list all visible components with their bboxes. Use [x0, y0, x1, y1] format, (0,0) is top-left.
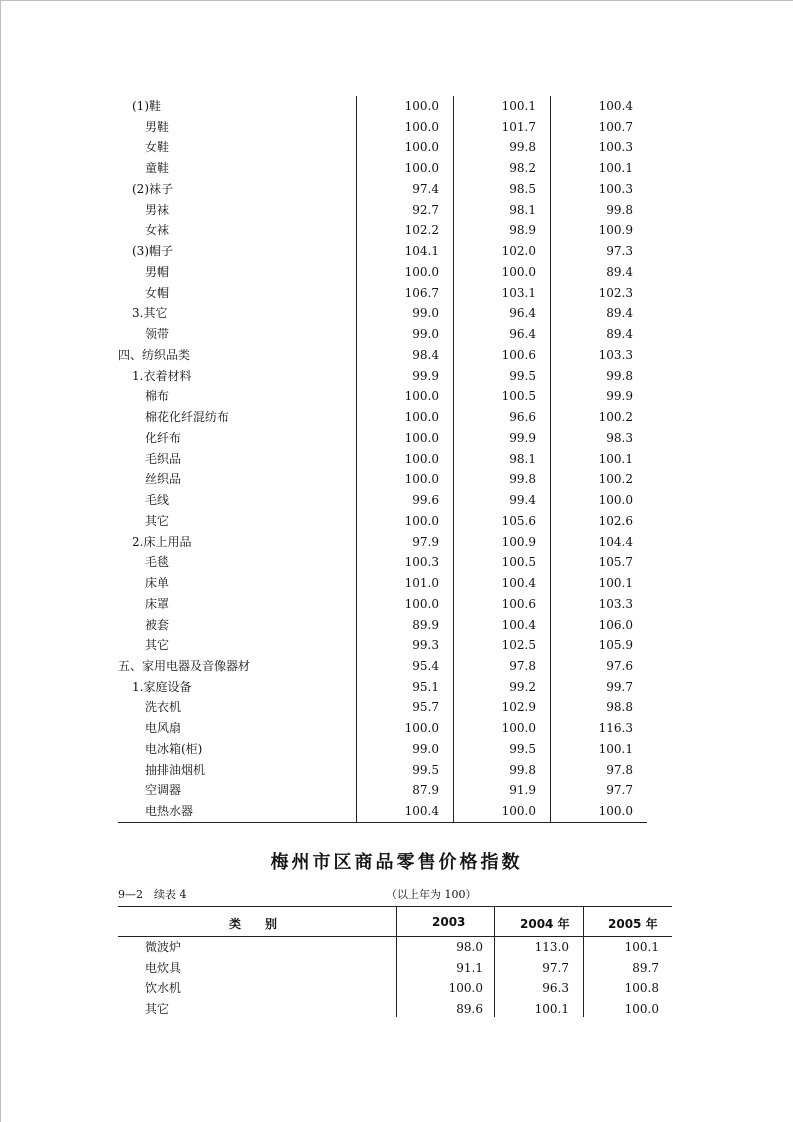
row-value-1: 91.1 [456, 960, 483, 975]
row-value-2: 96.3 [542, 981, 569, 995]
row-label: (1)鞋 [132, 99, 161, 113]
row-value-1: 95.1 [412, 679, 439, 694]
row-value-2: 100.4 [501, 617, 536, 632]
table-code: 9—2 续表 4 [118, 888, 187, 901]
table-row [0, 739, 793, 759]
row-label: 其它 [145, 1001, 170, 1016]
table-row [0, 978, 793, 998]
table-row [0, 324, 793, 344]
row-label: 男袜 [145, 202, 170, 217]
row-label: 毛线 [145, 493, 170, 508]
row-value-3: 100.1 [598, 741, 633, 756]
row-label: 1.家庭设备 [132, 679, 192, 694]
row-value-2: 100.5 [501, 555, 536, 570]
row-value-3: 89.4 [606, 327, 633, 342]
row-value-2: 98.1 [509, 451, 536, 466]
row-value-3: 116.3 [598, 721, 633, 736]
row-value-3: 104.4 [598, 534, 633, 549]
row-value-3: 97.6 [606, 658, 633, 673]
row-value-3: 100.2 [598, 410, 633, 425]
row-label: 床罩 [145, 596, 170, 611]
table-row [0, 345, 793, 365]
row-label: 3.其它 [132, 306, 168, 321]
row-value-1: 100.0 [404, 264, 439, 279]
row-value-1: 99.0 [412, 306, 439, 321]
table-row [0, 428, 793, 448]
row-value-1: 99.5 [412, 762, 439, 777]
upper-table-bottom-rule [118, 822, 647, 823]
row-value-1: 100.0 [404, 389, 439, 404]
row-value-3: 100.4 [598, 99, 633, 113]
row-label: 洗衣机 [145, 700, 182, 715]
row-value-3: 99.8 [606, 202, 633, 217]
row-value-1: 100.3 [404, 555, 439, 570]
row-value-3: 105.7 [598, 555, 633, 570]
row-value-3: 97.7 [606, 783, 633, 798]
row-value-2: 113.0 [534, 940, 569, 954]
row-label: 1.衣着材料 [132, 368, 192, 383]
row-value-2: 100.0 [501, 264, 536, 279]
row-value-3: 100.0 [624, 1001, 659, 1016]
row-value-1: 100.0 [404, 472, 439, 487]
header-2005: 2005 年 [608, 917, 658, 931]
row-value-2: 96.4 [509, 306, 536, 321]
row-value-2: 100.0 [501, 804, 536, 819]
table-row [0, 117, 793, 137]
table-row [0, 780, 793, 800]
row-value-3: 100.1 [598, 576, 633, 591]
row-value-2: 97.7 [542, 960, 569, 975]
row-label: 四、纺织品类 [118, 347, 191, 362]
row-value-2: 100.6 [501, 596, 536, 611]
table-row [0, 241, 793, 261]
row-value-2: 99.4 [509, 493, 536, 508]
row-value-1: 100.0 [404, 119, 439, 134]
table-row [0, 635, 793, 655]
row-value-2: 100.4 [501, 576, 536, 591]
row-label: 电风扇 [145, 721, 182, 736]
row-label: 棉布 [145, 389, 170, 404]
row-value-3: 98.3 [606, 430, 633, 445]
row-value-3: 100.0 [598, 804, 633, 819]
row-value-2: 103.1 [501, 285, 536, 300]
row-value-2: 98.2 [509, 161, 536, 176]
row-value-1: 99.9 [412, 368, 439, 383]
table-row [0, 449, 793, 469]
table-row [0, 386, 793, 406]
table-row [0, 407, 793, 427]
row-value-2: 96.4 [509, 327, 536, 342]
header-2004: 2004 年 [520, 917, 570, 931]
row-value-2: 98.5 [509, 181, 536, 196]
row-value-2: 96.6 [509, 410, 536, 425]
row-value-1: 106.7 [404, 285, 439, 300]
row-label: 床单 [145, 576, 170, 591]
row-value-3: 100.0 [598, 493, 633, 508]
header-category: 类 别 [229, 917, 278, 931]
row-value-3: 105.9 [598, 638, 633, 653]
row-label: (3)帽子 [132, 244, 173, 259]
row-value-3: 100.3 [598, 140, 633, 155]
row-value-1: 99.0 [412, 741, 439, 756]
row-value-2: 100.6 [501, 347, 536, 362]
table-row [0, 937, 793, 957]
row-value-3: 99.9 [606, 389, 633, 404]
row-value-1: 100.0 [404, 451, 439, 466]
row-value-2: 91.9 [509, 783, 536, 798]
row-label: (2)袜子 [132, 181, 173, 196]
row-label: 丝织品 [145, 472, 182, 487]
row-value-1: 100.0 [448, 981, 483, 995]
row-label: 领带 [145, 327, 170, 342]
table-row [0, 137, 793, 157]
row-value-1: 100.0 [404, 140, 439, 155]
row-value-2: 99.9 [509, 430, 536, 445]
row-label: 空调器 [145, 783, 182, 798]
row-label: 化纤布 [145, 430, 182, 445]
row-value-3: 100.2 [598, 472, 633, 487]
row-value-1: 100.0 [404, 410, 439, 425]
row-value-1: 92.7 [412, 202, 439, 217]
row-value-2: 99.5 [509, 368, 536, 383]
row-value-3: 103.3 [598, 596, 633, 611]
row-value-1: 99.6 [412, 493, 439, 508]
row-label: 童鞋 [145, 161, 170, 176]
table-row [0, 283, 793, 303]
base-year-note: （以上年为 100） [386, 888, 477, 901]
table-row [0, 303, 793, 323]
row-value-2: 97.8 [509, 658, 536, 673]
row-value-1: 100.0 [404, 99, 439, 113]
table-row [0, 760, 793, 780]
row-value-1: 100.0 [404, 430, 439, 445]
row-label: 女帽 [145, 285, 170, 300]
row-value-3: 100.8 [624, 981, 659, 995]
row-value-2: 99.5 [509, 741, 536, 756]
table-row [0, 999, 793, 1019]
row-value-3: 102.3 [598, 285, 633, 300]
row-label: 其它 [145, 513, 170, 528]
row-value-1: 98.4 [412, 347, 439, 362]
table-row [0, 469, 793, 489]
page-title: 梅州市区商品零售价格指数 [270, 852, 523, 873]
row-value-2: 100.1 [534, 1001, 569, 1016]
row-value-1: 104.1 [404, 244, 439, 259]
table-row [0, 573, 793, 593]
lower-header-divider [494, 907, 495, 936]
row-label: 被套 [145, 617, 170, 632]
row-label: 男帽 [145, 264, 170, 279]
row-value-1: 100.0 [404, 161, 439, 176]
row-label: 五、家用电器及音像器材 [118, 658, 251, 673]
row-value-1: 97.4 [412, 181, 439, 196]
row-label: 电冰箱(柜) [145, 741, 203, 756]
row-value-1: 89.6 [456, 1001, 483, 1016]
table-row [0, 179, 793, 199]
row-value-3: 97.8 [606, 762, 633, 777]
table-row [0, 656, 793, 676]
row-value-3: 89.7 [632, 960, 659, 975]
table-row [0, 158, 793, 178]
table-row [0, 96, 793, 116]
row-label: 电热水器 [145, 804, 194, 819]
table-row [0, 615, 793, 635]
row-value-1: 100.0 [404, 596, 439, 611]
row-label: 毛织品 [145, 451, 182, 466]
row-value-2: 101.7 [501, 119, 536, 134]
row-label: 棉花化纤混纺布 [145, 410, 230, 425]
lower-header-divider [396, 907, 397, 936]
table-row [0, 532, 793, 552]
row-label: 微波炉 [145, 940, 182, 954]
row-value-2: 99.8 [509, 472, 536, 487]
row-value-2: 98.1 [509, 202, 536, 217]
table-row [0, 220, 793, 240]
table-row [0, 366, 793, 386]
lower-header-divider [583, 907, 584, 936]
row-value-3: 100.1 [598, 451, 633, 466]
row-value-1: 100.4 [404, 804, 439, 819]
row-value-3: 100.3 [598, 181, 633, 196]
row-value-1: 101.0 [404, 576, 439, 591]
row-label: 男鞋 [145, 119, 170, 134]
row-value-3: 99.8 [606, 368, 633, 383]
row-value-2: 99.8 [509, 762, 536, 777]
row-value-2: 98.9 [509, 223, 536, 238]
row-label: 女鞋 [145, 140, 170, 155]
table-row [0, 200, 793, 220]
row-value-3: 98.8 [606, 700, 633, 715]
row-value-3: 102.6 [598, 513, 633, 528]
row-value-3: 89.4 [606, 306, 633, 321]
row-value-2: 99.2 [509, 679, 536, 694]
table-row [0, 490, 793, 510]
table-row [0, 262, 793, 282]
row-value-2: 99.8 [509, 140, 536, 155]
row-value-2: 100.1 [501, 99, 536, 113]
row-value-2: 105.6 [501, 513, 536, 528]
table-row [0, 594, 793, 614]
row-value-3: 99.7 [606, 679, 633, 694]
row-value-3: 89.4 [606, 264, 633, 279]
row-value-3: 97.3 [606, 244, 633, 259]
table-row [0, 718, 793, 738]
row-value-1: 89.9 [412, 617, 439, 632]
row-label: 电炊具 [145, 960, 182, 975]
table-row [0, 677, 793, 697]
row-value-1: 100.0 [404, 721, 439, 736]
row-label: 2.床上用品 [132, 534, 192, 549]
row-label: 其它 [145, 638, 170, 653]
row-value-1: 97.9 [412, 534, 439, 549]
row-value-2: 100.5 [501, 389, 536, 404]
row-value-1: 99.0 [412, 327, 439, 342]
row-value-1: 95.4 [412, 658, 439, 673]
row-value-2: 102.0 [501, 244, 536, 259]
row-value-3: 100.1 [624, 940, 659, 954]
table-row [0, 552, 793, 572]
row-label: 饮水机 [145, 981, 182, 995]
row-label: 女袜 [145, 223, 170, 238]
table-row [0, 697, 793, 717]
row-value-3: 103.3 [598, 347, 633, 362]
row-value-2: 102.5 [501, 638, 536, 653]
row-value-2: 100.9 [501, 534, 536, 549]
table-row [0, 511, 793, 531]
row-value-2: 102.9 [501, 700, 536, 715]
row-value-3: 100.9 [598, 223, 633, 238]
row-value-2: 100.0 [501, 721, 536, 736]
row-label: 抽排油烟机 [145, 762, 206, 777]
header-2003: 2003 [432, 915, 466, 929]
row-value-1: 98.0 [456, 940, 483, 954]
table-row [0, 801, 793, 821]
row-value-3: 106.0 [598, 617, 633, 632]
row-label: 毛毯 [145, 555, 170, 570]
row-value-1: 100.0 [404, 513, 439, 528]
row-value-1: 99.3 [412, 638, 439, 653]
row-value-1: 102.2 [404, 223, 439, 238]
row-value-1: 95.7 [412, 700, 439, 715]
row-value-1: 87.9 [412, 783, 439, 798]
row-value-3: 100.7 [598, 119, 633, 134]
table-row [0, 958, 793, 978]
row-value-3: 100.1 [598, 161, 633, 176]
